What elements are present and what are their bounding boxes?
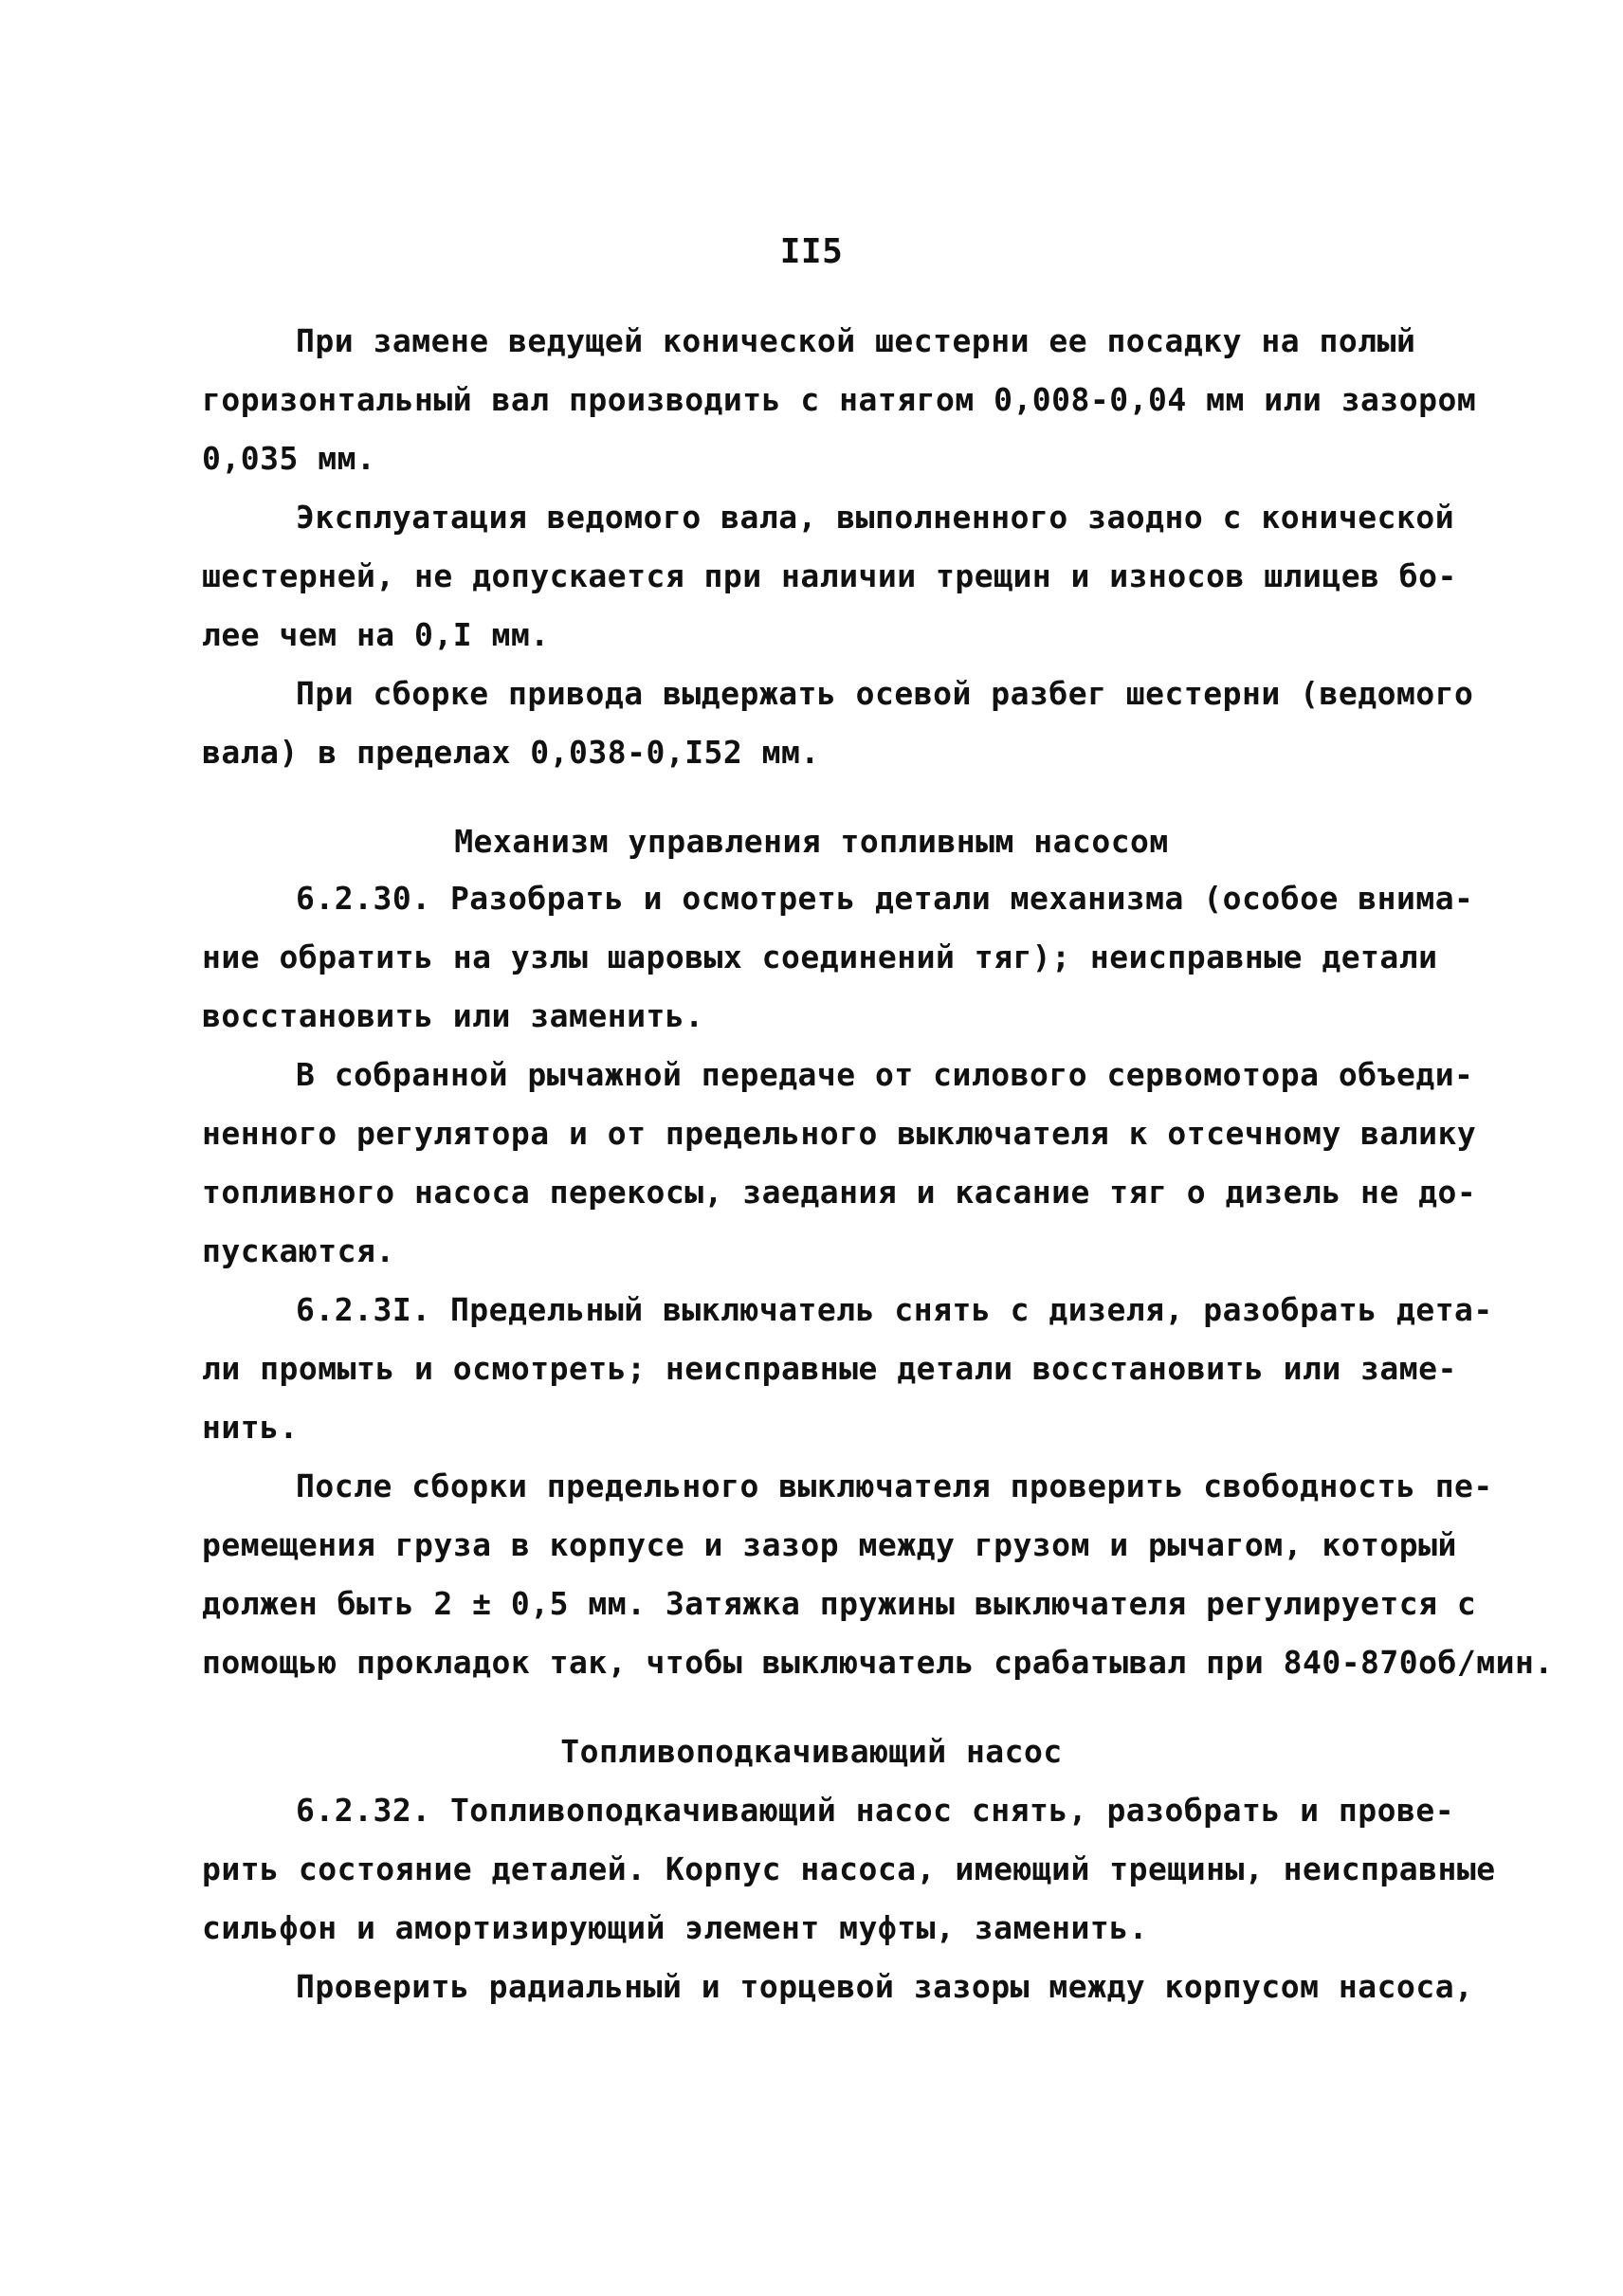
text-line: лее чем на 0,I мм. [202,616,550,653]
text-line: помощью прокладок так, чтобы выключатель срабатывал при 840-870об/мин. [202,1644,1554,1681]
text-line: 6.2.32. Топливоподкачивающий насос снять, разобрать и прове- [296,1792,1455,1829]
text-line: сильфон и амортизирующий элемент муфты, заменить. [202,1909,1149,1946]
text-line: восстановить или заменить. [202,997,704,1034]
text-line: При сборке привода выдержать осевой разбег шестерни (ведомого [296,675,1474,712]
text-line: Проверить радиальный и торцевой зазоры между корпусом насоса, [296,1968,1474,2005]
text-line: ние обратить на узлы шаровых соединений тяг); неисправные детали [202,938,1438,975]
text-line: ремещения груза в корпусе и зазор между грузом и рычагом, который [202,1526,1457,1563]
page-number: II5 [779,232,844,271]
text-line: вала) в пределах 0,038-0,I52 мм. [202,734,820,771]
text-line: При замене ведущей конической шестерни ее посадку на полый [296,322,1416,359]
text-line: рить состояние деталей. Корпус насоса, имеющий трещины, неисправные [202,1850,1496,1887]
text-line: Эксплуатация ведомого вала, выполненного заодно с конической [296,499,1455,536]
text-line: топливного насоса перекосы, заедания и касание тяг о дизель не до- [202,1174,1477,1211]
section-heading: Механизм управления топливным насосом [454,823,1169,860]
text-line: После сборки предельного выключателя проверить свободность пе- [296,1467,1493,1504]
text-line: должен быть 2 ± 0,5 мм. Затяжка пружины выключателя регулируется с [202,1585,1477,1622]
text-line: 6.2.3I. Предельный выключатель снять с дизеля, разобрать дета- [296,1291,1493,1328]
text-line: 6.2.30. Разобрать и осмотреть детали механизма (особое внима- [296,880,1474,917]
text-line: 0,035 мм. [202,440,376,477]
text-line: шестерней, не допускается при наличии трещин и износов шлицев бо- [202,557,1457,594]
text-line: пускаются. [202,1232,395,1269]
text-line: ненного регулятора и от предельного выключателя к отсечному валику [202,1115,1477,1152]
text-line: нить. [202,1409,299,1446]
text-line: ли промыть и осмотреть; неисправные детали восстановить или заме- [202,1350,1457,1387]
text-line: В собранной рычажной передаче от силового сервомотора объеди- [296,1056,1474,1093]
text-line: горизонтальный вал производить с натягом 0,008-0,04 мм или зазором [202,381,1477,418]
section-heading: Топливоподкачивающий насос [560,1733,1063,1770]
